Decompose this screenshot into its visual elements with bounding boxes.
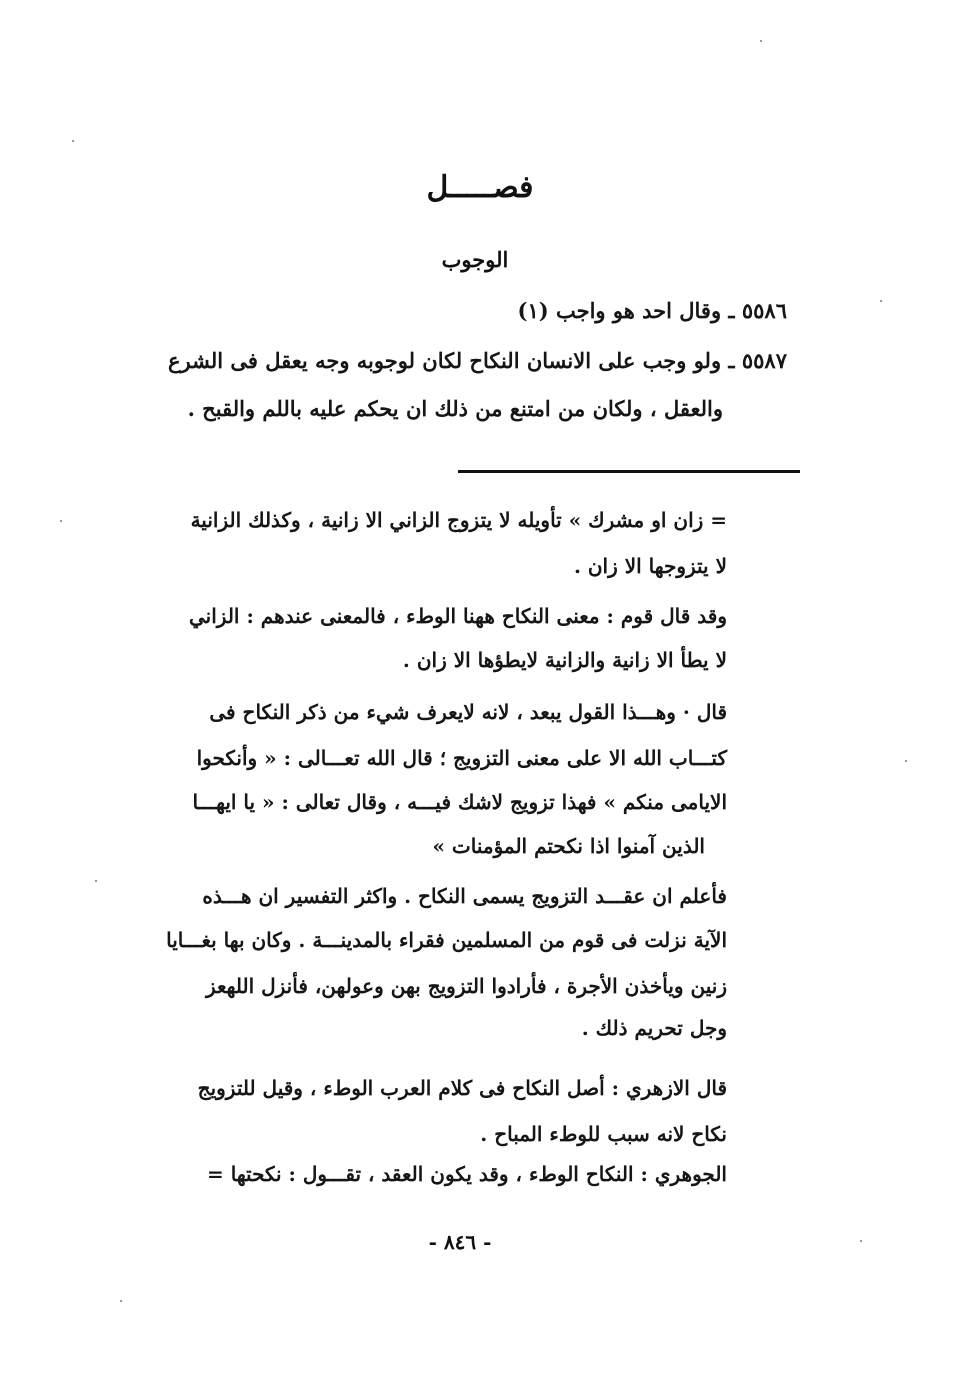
scan-speck	[95, 880, 97, 882]
section-heading: فصـــــل	[426, 170, 534, 205]
footnote-line: لا يطأ الا زانية والزانية لايطؤها الا زان .	[402, 648, 727, 672]
footnote-line: وقد قال قوم : معنى النكاح ههنا الوطء ، فالمعنى عندهم : الزاني	[189, 604, 727, 628]
footnote-separator	[458, 470, 800, 473]
scan-speck	[905, 760, 907, 762]
footnote-line: نكاح لانه سبب للوطء المباح .	[480, 1122, 727, 1146]
footnote-line: فأعلم ان عقـــد التزويج يسمى النكاح . واكثر التفسير ان هـــذه	[202, 884, 727, 908]
page-number: - ٨٤٦ -	[428, 1230, 492, 1254]
footnote-line: لا يتزوجها الا زان .	[573, 554, 727, 578]
footnote-line: الذين آمنوا اذا نكحتم المؤمنات »	[432, 834, 705, 858]
main-text-line: ٥٥٨٦ ـ وقال احد هو واجب (١)	[517, 298, 787, 323]
main-text-line: والعقل ، ولكان من امتنع من ذلك ان يحكم عليه باللم والقبح .	[187, 396, 723, 421]
scan-speck	[60, 520, 62, 522]
scan-speck	[760, 40, 762, 42]
footnote-line: قال · وهـــذا القول يبعد ، لانه لايعرف شيء من ذكر النكاح فى	[209, 700, 727, 724]
footnote-line: = زان او مشرك » تأويله لا يتزوج الزاني الا زانية ، وكذلك الزانية	[190, 508, 727, 532]
footnote-line: زنين ويأخذن الأجرة ، فأرادوا التزويج بهن وعولهن، فأنزل اللهعز	[205, 974, 727, 998]
scan-speck	[72, 140, 74, 142]
footnote-line: وجل تحريم ذلك .	[581, 1016, 727, 1040]
footnote-line: الايامى منكم » فهذا تزويج لاشك فيـــه ، وقال تعالى : « يا ايهـــا	[192, 790, 727, 814]
scan-speck	[880, 300, 882, 302]
main-text-line: ٥٥٨٧ ـ ولو وجب على الانسان النكاح لكان لوجوبه وجه يعقل فى الشرع	[168, 348, 787, 373]
footnote-line: الآية نزلت فى قوم من المسلمين فقراء بالمدينـــة . وكان بها بغـــايا	[166, 928, 727, 952]
scan-speck	[120, 1300, 122, 1302]
scan-speck	[860, 1240, 862, 1242]
footnote-line: كتـــاب الله الا على معنى التزويج ؛ قال الله تعـــالى : « وأنكحوا	[196, 746, 727, 770]
footnote-line: الجوهري : النكاح الوطء ، وقد يكون العقد ، تقـــول : نكحتها =	[207, 1162, 727, 1186]
section-subheading: الوجوب	[441, 247, 509, 272]
footnote-line: قال الازهري : أصل النكاح فى كلام العرب الوطء ، وقيل للتزويج	[197, 1076, 727, 1100]
